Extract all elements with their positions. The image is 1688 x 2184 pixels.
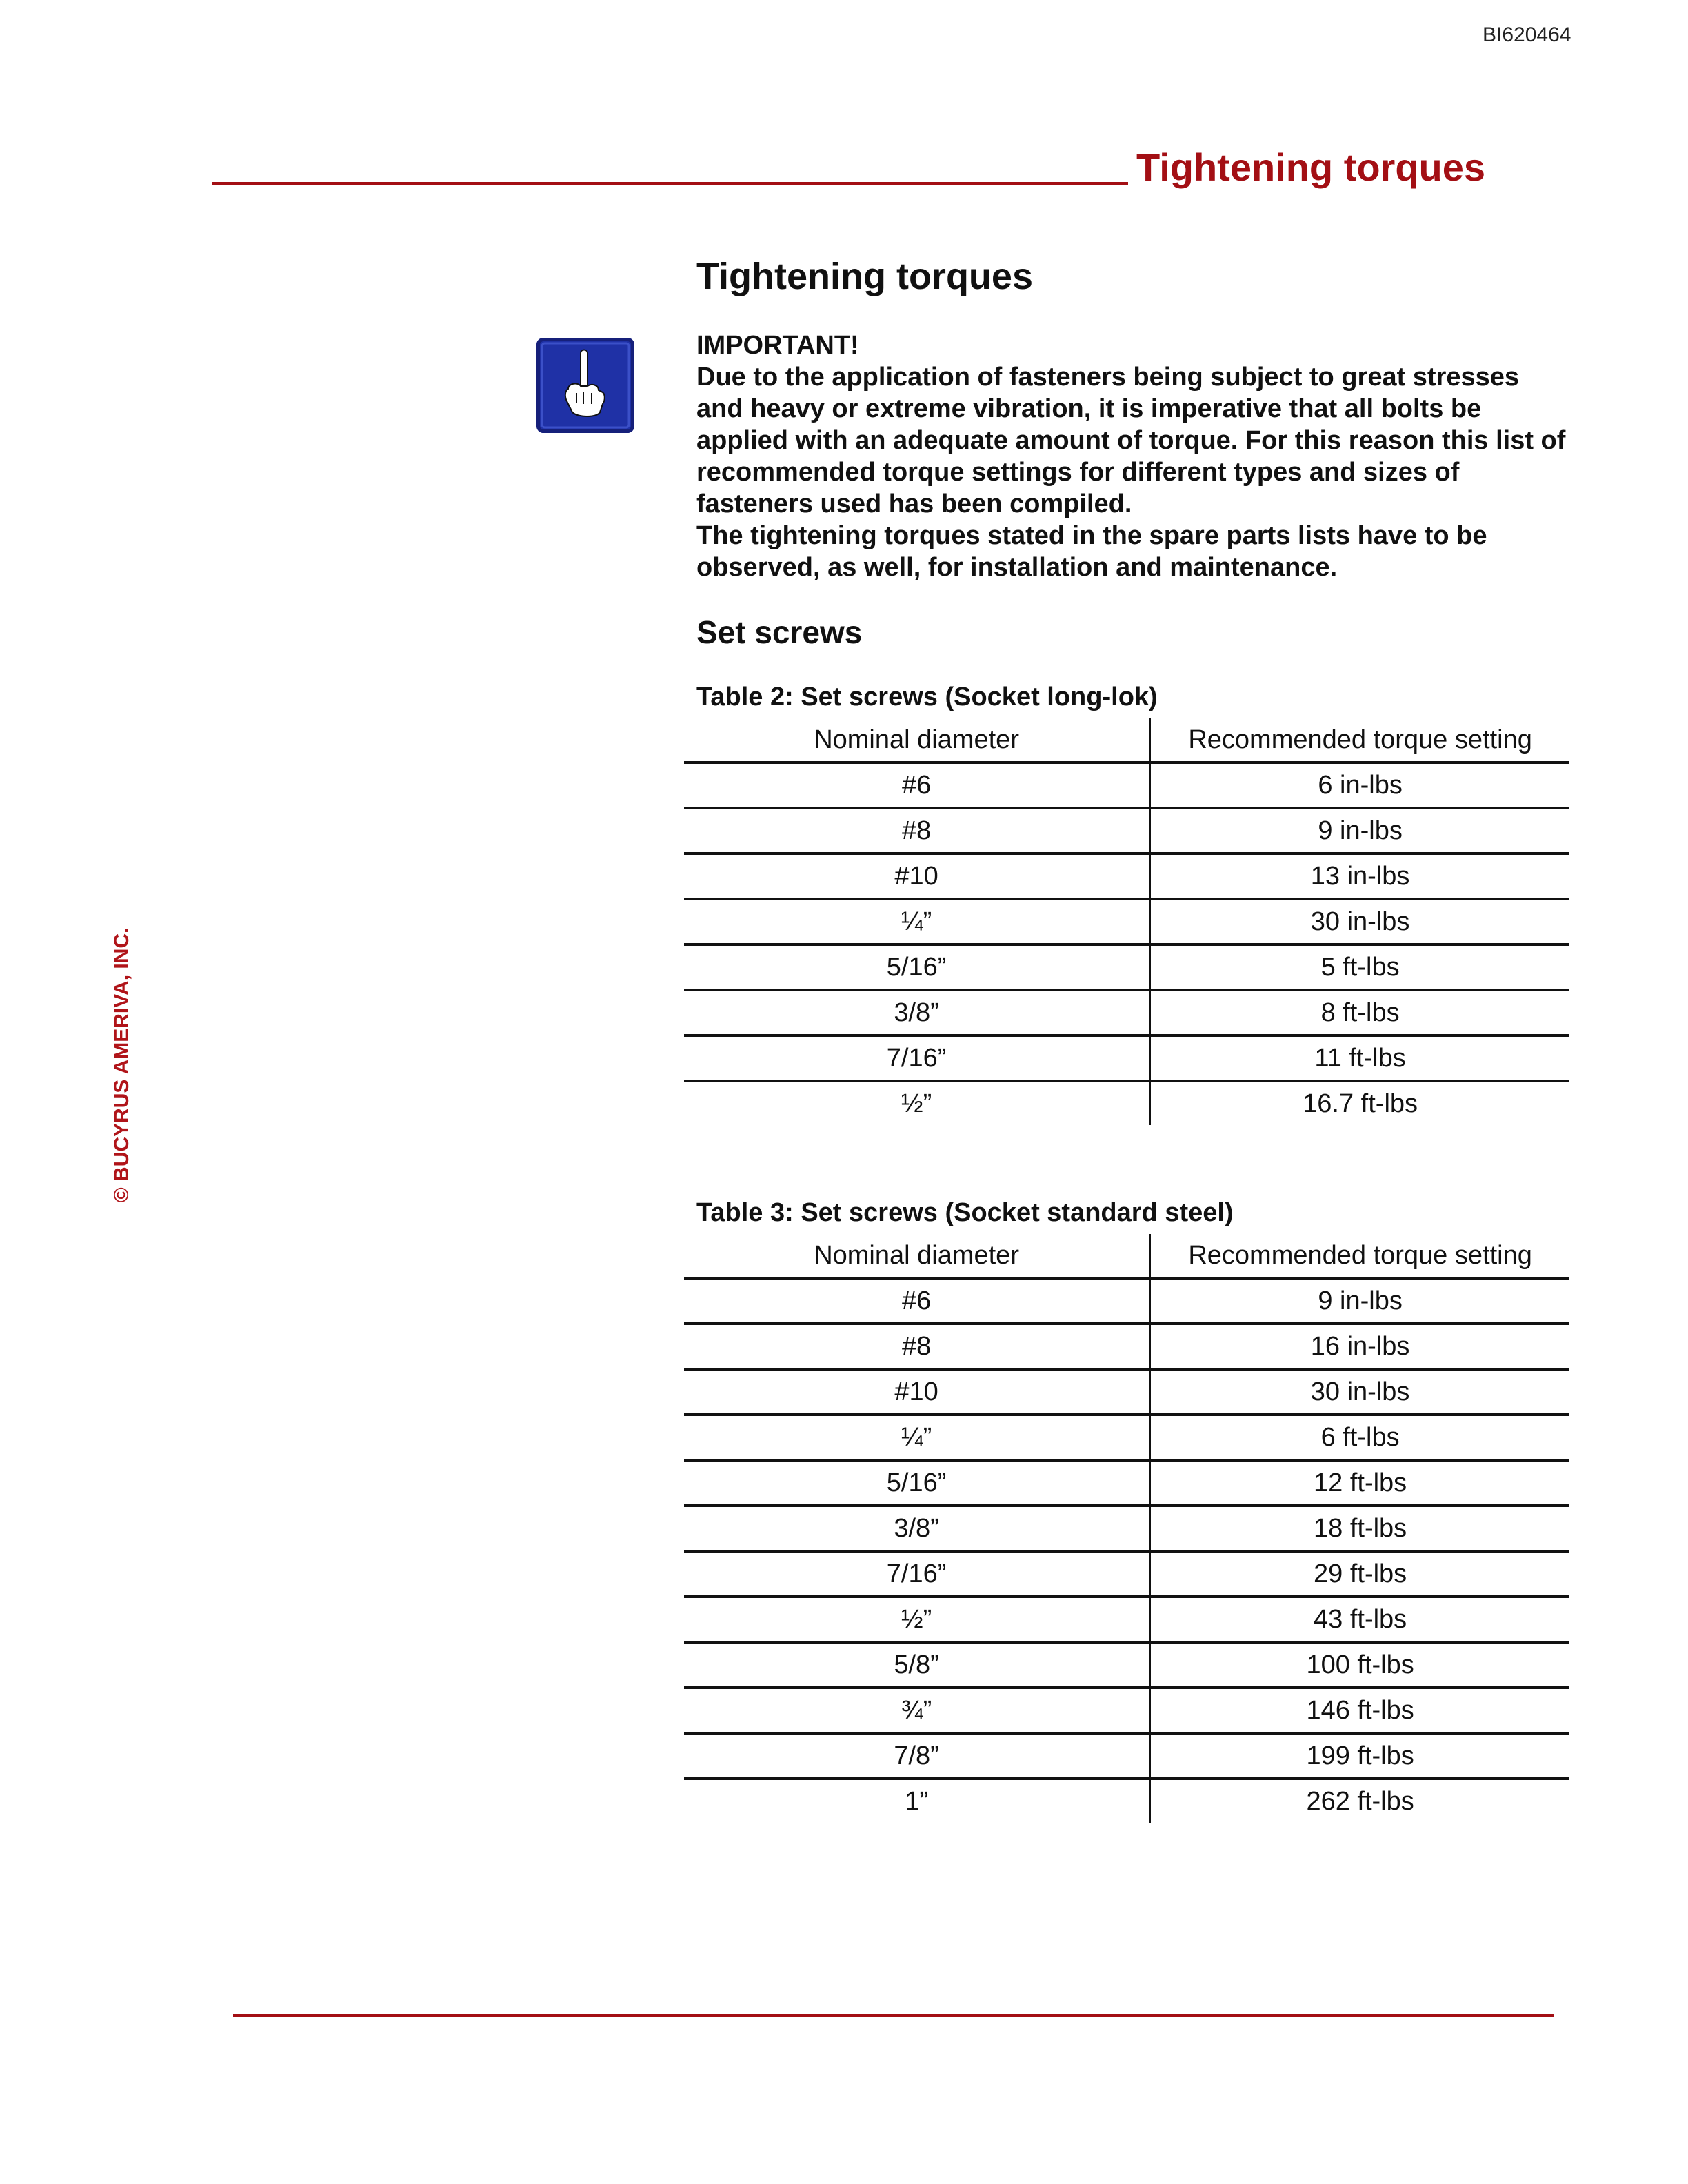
table-row — [684, 853, 1569, 899]
table-row — [684, 1035, 1569, 1081]
diameter-cell: #8 — [684, 1324, 1150, 1369]
diameter-cell: 5/16” — [684, 1460, 1150, 1506]
table-caption: Table 2: Set screws (Socket long-lok) — [696, 682, 1158, 711]
table-row — [684, 944, 1569, 990]
diameter-cell: 7/8” — [684, 1733, 1150, 1779]
table-row — [684, 1506, 1569, 1551]
torque-cell: 16 in-lbs — [1150, 1324, 1569, 1369]
table-row — [684, 990, 1569, 1035]
torque-cell: 16.7 ft-lbs — [1303, 1089, 1418, 1118]
diameter-cell: #8 — [684, 808, 1150, 853]
copyright-notice: © BUCYRUS AMERIVA, INC. — [110, 927, 133, 1203]
header-rule — [212, 182, 1128, 185]
diameter-cell: ½” — [684, 1597, 1150, 1642]
table-row — [684, 1597, 1569, 1642]
table-row — [684, 808, 1569, 853]
diameter-cell: #6 — [684, 762, 1150, 808]
column-header: Nominal diameter — [684, 718, 1150, 762]
table-row — [684, 1688, 1569, 1733]
torque-cell: 6 in-lbs — [1150, 762, 1569, 808]
column-header: Recommended torque setting — [1150, 1234, 1569, 1278]
diameter-cell: 5/8” — [684, 1642, 1150, 1688]
torque-cell: 11 ft-lbs — [1150, 1035, 1569, 1081]
diameter-cell: 1” — [684, 1779, 1150, 1823]
column-header: Recommended torque setting — [1150, 718, 1569, 762]
torque-table-standard-steel — [684, 1234, 1569, 1823]
torque-cell: 9 in-lbs — [1150, 1278, 1569, 1324]
diameter-cell: 3/8” — [684, 990, 1150, 1035]
torque-cell: 30 in-lbs — [1150, 1369, 1569, 1415]
column-header: Nominal diameter — [684, 1234, 1150, 1278]
torque-cell: 12 ft-lbs — [1150, 1460, 1569, 1506]
torque-cell: 6 ft-lbs — [1150, 1415, 1569, 1460]
diameter-cell: ¾” — [684, 1688, 1150, 1733]
table-header-row — [684, 718, 1569, 762]
torque-cell: 18 ft-lbs — [1150, 1506, 1569, 1551]
footer-rule — [233, 2014, 1554, 2017]
torque-cell: 13 in-lbs — [1150, 853, 1569, 899]
table-row — [684, 1642, 1569, 1688]
diameter-cell: ¼” — [684, 899, 1150, 944]
diameter-cell: 5/16” — [684, 944, 1150, 990]
table-row — [684, 1733, 1569, 1779]
table-row — [684, 1324, 1569, 1369]
torque-cell: 146 ft-lbs — [1150, 1688, 1569, 1733]
table-row — [684, 1551, 1569, 1597]
document-id: BI620464 — [1483, 23, 1571, 46]
torque-cell: 199 ft-lbs — [1150, 1733, 1569, 1779]
torque-table-long-lok — [684, 718, 1569, 1125]
torque-cell: 29 ft-lbs — [1150, 1551, 1569, 1597]
diameter-cell: #6 — [684, 1278, 1150, 1324]
torque-cell: 43 ft-lbs — [1150, 1597, 1569, 1642]
table-row — [684, 899, 1569, 944]
torque-cell: 9 in-lbs — [1150, 808, 1569, 853]
torque-cell: 262 ft-lbs — [1306, 1786, 1414, 1816]
diameter-cell: 7/16” — [684, 1035, 1150, 1081]
pointing-hand-icon — [536, 338, 634, 433]
notice-paragraph: The tightening torques stated in the spare parts lists have to be observed, as well, for installation and maintenance. — [696, 521, 1487, 582]
torque-cell: 100 ft-lbs — [1150, 1642, 1569, 1688]
diameter-cell: 3/8” — [684, 1506, 1150, 1551]
header-title: Tightening torques — [1136, 145, 1486, 189]
diameter-cell: ½” — [684, 1081, 1150, 1125]
section-title: Set screws — [696, 614, 863, 650]
notice-paragraph: Due to the application of fasteners being subject to great stresses and heavy or extreme vibration, it is imperative that all bolts be applied with an adequate amount of torque. For this reason this list of recommended torque settings for different types and sizes of fasteners used has been compiled. — [696, 363, 1566, 518]
torque-cell: 8 ft-lbs — [1150, 990, 1569, 1035]
diameter-cell: ¼” — [684, 1415, 1150, 1460]
diameter-cell: #10 — [684, 853, 1150, 899]
table-caption: Table 3: Set screws (Socket standard steel) — [696, 1198, 1234, 1227]
table-header-row — [684, 1234, 1569, 1278]
table-row — [684, 1278, 1569, 1324]
table-row — [684, 1415, 1569, 1460]
torque-cell: 30 in-lbs — [1150, 899, 1569, 944]
important-notice — [696, 330, 1572, 583]
table-row — [684, 1081, 1569, 1125]
page-title: Tightening torques — [696, 256, 1033, 297]
table-row — [684, 1460, 1569, 1506]
diameter-cell: #10 — [684, 1369, 1150, 1415]
notice-heading: IMPORTANT! — [696, 331, 859, 360]
table-row — [684, 1369, 1569, 1415]
torque-cell: 5 ft-lbs — [1150, 944, 1569, 990]
table-row — [684, 762, 1569, 808]
table-row — [684, 1779, 1569, 1823]
diameter-cell: 7/16” — [684, 1551, 1150, 1597]
